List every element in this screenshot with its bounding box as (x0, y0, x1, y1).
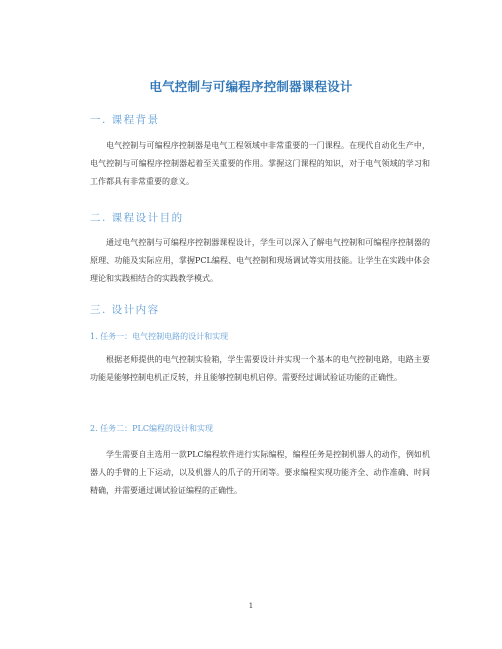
paragraph-purpose: 通过电气控制与可编程序控制器课程设计，学生可以深入了解电气控制和可编程序控制器的原理、功能及实际应用，掌握PCL编程、电气控制和现场调试等实用技能。让学生在实践中体会理论和实践相结合的实践教学模式。 (90, 238, 430, 283)
page-number: 1 (248, 602, 254, 610)
section-heading-background: 一. 课程背景 (90, 114, 160, 126)
paragraph-task-1: 根据老师提供的电气控制实验箱，学生需要设计并实现一个基本的电气控制电路，电路主要功能是能够控制电机正反转，并且能够控制电机启停。需要经过调试验证功能的正确性。 (90, 355, 430, 382)
section-heading-content: 三. 设计内容 (90, 304, 160, 316)
task-heading-2: 2. 任务二：PLC编程的设计和实现 (90, 424, 213, 433)
paragraph-task-2: 学生需要自主选用一款PLC编程软件进行实际编程，编程任务是控制机器人的动作，例如机器人的手臂的上下运动，以及机器人的爪子的开闭等。要求编程实现功能齐全、动作准确、时间精确，并需要通过调试验证编程的正确性。 (90, 450, 430, 495)
section-heading-purpose: 二. 课程设计目的 (90, 212, 184, 224)
task-heading-1: 1. 任务一：电气控制电路的设计和实现 (90, 332, 229, 341)
document-title: 电气控制与可编程序控制器课程设计 (149, 79, 353, 94)
paragraph-background: 电气控制与可编程序控制器是电气工程领域中非常重要的一门课程。在现代自动化生产中，电气控制与可编程序控制器起着至关重要的作用。掌握这门课程的知识，对于电气领域的学习和工作都具有非常重要的意义。 (90, 141, 430, 186)
